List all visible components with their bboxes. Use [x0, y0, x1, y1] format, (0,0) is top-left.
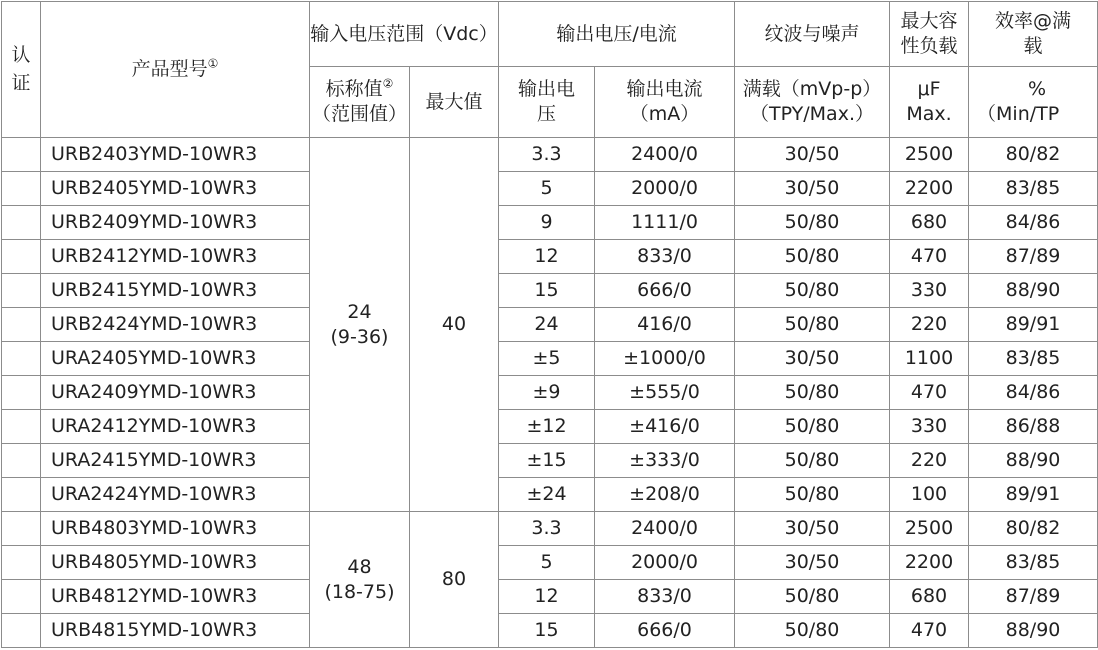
cert-cell — [2, 444, 41, 478]
efficiency-cell: 80/82 — [969, 138, 1098, 172]
ripple-cell: 50/80 — [735, 240, 890, 274]
out-current-cell: 2000/0 — [595, 546, 735, 580]
model-cell: URB2412YMD-10WR3 — [41, 240, 310, 274]
table-row — [2, 546, 1098, 580]
model-header — [41, 2, 310, 138]
max-cap-cell: 680 — [890, 580, 969, 614]
ripple-header — [735, 2, 890, 67]
max-cap-cell: 330 — [890, 274, 969, 308]
ripple-cell: 50/80 — [735, 614, 890, 648]
cert-header-label: 认证 — [11, 43, 31, 94]
cert-cell — [2, 614, 41, 648]
ripple-cell: 50/80 — [735, 206, 890, 240]
nominal-value: 24 — [347, 300, 372, 323]
max-value-label: 最大值 — [425, 90, 483, 113]
cap-unit-header — [890, 67, 969, 138]
efficiency-cell: 88/90 — [969, 444, 1098, 478]
model-cell: URB2424YMD-10WR3 — [41, 308, 310, 342]
nominal-header — [310, 67, 410, 138]
out-current-unit: （mA） — [629, 103, 700, 125]
out-voltage-cell: ±15 — [499, 444, 595, 478]
table-row — [2, 206, 1098, 240]
model-cell: URB4805YMD-10WR3 — [41, 546, 310, 580]
out-voltage-header — [499, 67, 595, 138]
out-voltage-cell: 15 — [499, 274, 595, 308]
out-voltage-cell: ±24 — [499, 478, 595, 512]
out-current-header — [595, 67, 735, 138]
ripple-cell: 30/50 — [735, 546, 890, 580]
nominal-value: 48 — [347, 555, 372, 578]
out-voltage-cell: ±5 — [499, 342, 595, 376]
nominal-footnote-mark: ② — [382, 76, 394, 91]
out-current-cell: 2400/0 — [595, 138, 735, 172]
cert-cell — [2, 342, 41, 376]
out-current-cell: ±416/0 — [595, 410, 735, 444]
table-row — [2, 444, 1098, 478]
model-cell: URA2409YMD-10WR3 — [41, 376, 310, 410]
out-voltage-cell: 3.3 — [499, 512, 595, 546]
table-row — [2, 240, 1098, 274]
table-body — [2, 138, 1098, 648]
efficiency-cell: 86/88 — [969, 410, 1098, 444]
output-label: 输出电压/电流 — [556, 22, 677, 45]
ripple-cell: 50/80 — [735, 580, 890, 614]
max-cap-cell: 470 — [890, 614, 969, 648]
out-current-cell: 666/0 — [595, 274, 735, 308]
max-cap-cell: 2200 — [890, 546, 969, 580]
cap-max-label: Max. — [906, 103, 952, 125]
cert-cell — [2, 580, 41, 614]
out-voltage-cell: 15 — [499, 614, 595, 648]
cert-cell — [2, 308, 41, 342]
ripple-cell: 30/50 — [735, 172, 890, 206]
out-voltage-cell: 24 — [499, 308, 595, 342]
efficiency-cell: 88/90 — [969, 274, 1098, 308]
cert-cell — [2, 240, 41, 274]
out-current-label: 输出电流 — [626, 78, 703, 101]
table-row — [2, 172, 1098, 206]
model-cell: URA2405YMD-10WR3 — [41, 342, 310, 376]
efficiency-cell: 83/85 — [969, 172, 1098, 206]
max-cap-cell: 330 — [890, 410, 969, 444]
out-current-cell: 2400/0 — [595, 512, 735, 546]
model-cell: URB4812YMD-10WR3 — [41, 580, 310, 614]
ripple-cell: 50/80 — [735, 478, 890, 512]
out-voltage-cell: 5 — [499, 546, 595, 580]
max-cap-cell: 100 — [890, 478, 969, 512]
out-voltage-label: 输出电压 — [518, 78, 576, 125]
out-current-cell: ±333/0 — [595, 444, 735, 478]
table-row — [2, 138, 1098, 172]
max-cap-cell: 220 — [890, 444, 969, 478]
cap-unit-label: μF — [917, 78, 941, 101]
max-cap-label: 最大容性负载 — [900, 10, 958, 57]
max-cap-cell: 2500 — [890, 138, 969, 172]
efficiency-label: 效率@满载 — [995, 10, 1072, 57]
cert-cell — [2, 274, 41, 308]
cert-cell — [2, 546, 41, 580]
ripple-cell: 50/80 — [735, 410, 890, 444]
ripple-cell: 50/80 — [735, 308, 890, 342]
out-current-cell: 416/0 — [595, 308, 735, 342]
out-current-cell: 833/0 — [595, 580, 735, 614]
efficiency-cell: 84/86 — [969, 376, 1098, 410]
ripple-cell: 30/50 — [735, 342, 890, 376]
table-row — [2, 410, 1098, 444]
out-voltage-cell: ±12 — [499, 410, 595, 444]
efficiency-cell: 89/91 — [969, 478, 1098, 512]
max-value-header — [410, 67, 499, 138]
cert-cell — [2, 138, 41, 172]
model-cell: URB2403YMD-10WR3 — [41, 138, 310, 172]
table-row — [2, 512, 1098, 546]
eff-unit-label: % — [1027, 78, 1047, 101]
efficiency-cell: 87/89 — [969, 240, 1098, 274]
model-cell: URA2424YMD-10WR3 — [41, 478, 310, 512]
efficiency-cell: 89/91 — [969, 308, 1098, 342]
ripple-sub-label-2: （TPY/Max.） — [750, 103, 874, 125]
efficiency-cell: 84/86 — [969, 206, 1098, 240]
ripple-cell: 30/50 — [735, 138, 890, 172]
model-footnote-mark: ① — [207, 56, 219, 71]
efficiency-cell: 87/89 — [969, 580, 1098, 614]
eff-sub-label: （Min/TP — [977, 103, 1060, 125]
model-cell: URB2415YMD-10WR3 — [41, 274, 310, 308]
cert-cell — [2, 172, 41, 206]
table-row — [2, 342, 1098, 376]
max-cap-cell: 220 — [890, 308, 969, 342]
efficiency-cell: 83/85 — [969, 342, 1098, 376]
output-header — [499, 2, 735, 67]
nominal-range: (18-75) — [324, 580, 395, 603]
out-voltage-cell: 5 — [499, 172, 595, 206]
cert-cell — [2, 512, 41, 546]
model-cell: URB4803YMD-10WR3 — [41, 512, 310, 546]
efficiency-header — [969, 2, 1098, 67]
table-row — [2, 614, 1098, 648]
max-input-cell: 40 — [410, 138, 499, 512]
out-current-cell: ±208/0 — [595, 478, 735, 512]
range-value-label: （范围值） — [311, 103, 407, 125]
table-header — [2, 2, 1098, 138]
out-voltage-cell: 12 — [499, 240, 595, 274]
cert-cell — [2, 206, 41, 240]
cert-cell — [2, 376, 41, 410]
ripple-cell: 30/50 — [735, 512, 890, 546]
out-current-cell: ±555/0 — [595, 376, 735, 410]
model-cell: URB2409YMD-10WR3 — [41, 206, 310, 240]
out-voltage-cell: ±9 — [499, 376, 595, 410]
ripple-cell: 50/80 — [735, 444, 890, 478]
model-header-label: 产品型号 — [131, 58, 208, 81]
efficiency-cell: 80/82 — [969, 512, 1098, 546]
model-cell: URA2412YMD-10WR3 — [41, 410, 310, 444]
nominal-cell — [310, 138, 410, 512]
max-cap-cell: 1100 — [890, 342, 969, 376]
efficiency-cell: 83/85 — [969, 546, 1098, 580]
cert-cell — [2, 410, 41, 444]
input-range-label: 输入电压范围（Vdc） — [310, 22, 498, 45]
max-input-cell: 80 — [410, 512, 499, 648]
out-voltage-cell: 12 — [499, 580, 595, 614]
max-cap-cell: 2500 — [890, 512, 969, 546]
nominal-label: 标称值 — [325, 78, 383, 101]
model-cell: URA2415YMD-10WR3 — [41, 444, 310, 478]
table-row — [2, 308, 1098, 342]
table-row — [2, 274, 1098, 308]
input-range-header — [310, 2, 499, 67]
efficiency-cell: 88/90 — [969, 614, 1098, 648]
out-current-cell: 666/0 — [595, 614, 735, 648]
model-cell: URB4815YMD-10WR3 — [41, 614, 310, 648]
table-row — [2, 580, 1098, 614]
table-row — [2, 376, 1098, 410]
max-cap-header — [890, 2, 969, 67]
max-cap-cell: 2200 — [890, 172, 969, 206]
cert-header — [2, 2, 41, 138]
ripple-sub-header — [735, 67, 890, 138]
out-current-cell: ±1000/0 — [595, 342, 735, 376]
cert-cell — [2, 478, 41, 512]
out-current-cell: 2000/0 — [595, 172, 735, 206]
out-current-cell: 833/0 — [595, 240, 735, 274]
ripple-sub-label-1: 满载（mVp-p） — [742, 78, 882, 101]
product-spec-table — [1, 1, 1098, 648]
ripple-label: 纹波与噪声 — [764, 22, 860, 45]
max-cap-cell: 470 — [890, 376, 969, 410]
max-cap-cell: 680 — [890, 206, 969, 240]
out-voltage-cell: 3.3 — [499, 138, 595, 172]
out-voltage-cell: 9 — [499, 206, 595, 240]
max-cap-cell: 470 — [890, 240, 969, 274]
ripple-cell: 50/80 — [735, 376, 890, 410]
nominal-cell — [310, 512, 410, 648]
out-current-cell: 1111/0 — [595, 206, 735, 240]
eff-unit-header — [969, 67, 1098, 138]
model-cell: URB2405YMD-10WR3 — [41, 172, 310, 206]
table-row — [2, 478, 1098, 512]
nominal-range: (9-36) — [330, 325, 389, 348]
ripple-cell: 50/80 — [735, 274, 890, 308]
